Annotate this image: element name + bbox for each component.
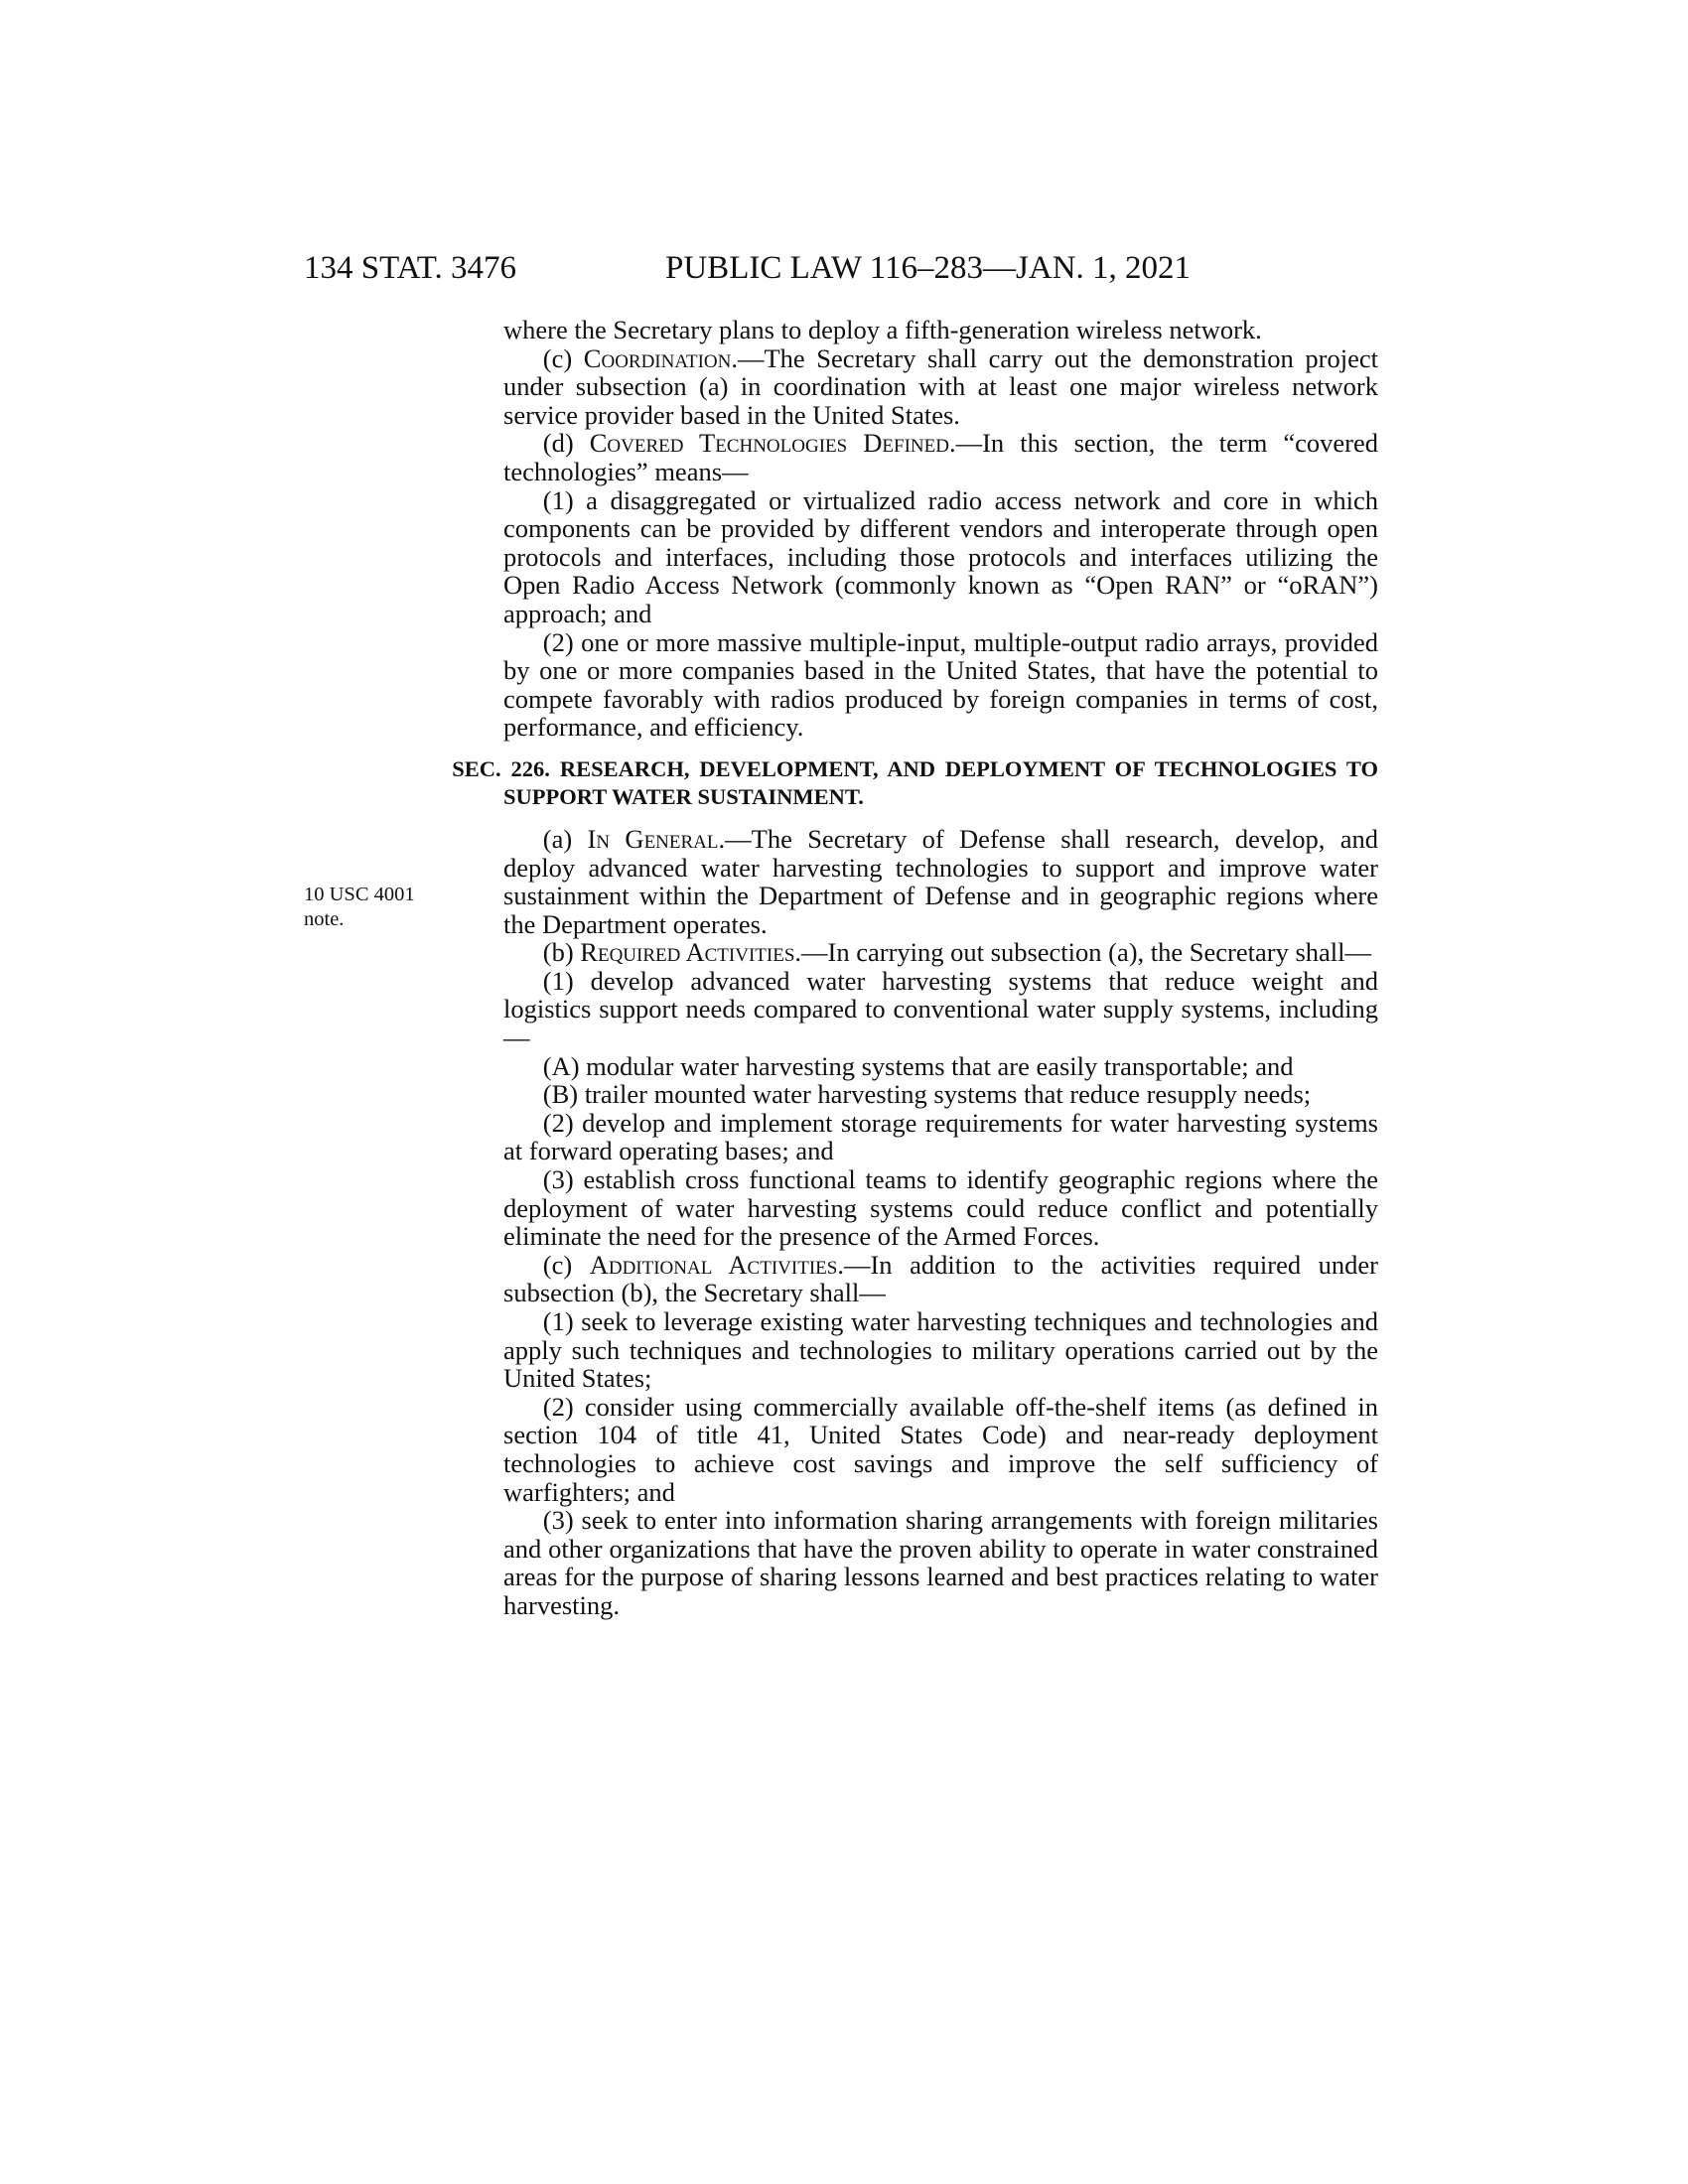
paragraph-b-2: (2) develop and implement storage requirements for water harvesting systems at forward operating bases; and bbox=[503, 1107, 1378, 1166]
paragraph-c-3: (3) seek to enter into information sharing arrangements with foreign militaries and other organizations that have the proven ability to operate in water constrained areas for the purpose of sharing lessons learned and best practices relating to water harvesting. bbox=[503, 1505, 1378, 1620]
paragraph-c-2: (2) consider using commercially available off-the-shelf items (as defined in section 104 of title 41, United States Code) and near-ready deployment technologies to achieve cost savings and improve the self sufficiency of warfighters; and bbox=[503, 1391, 1378, 1507]
paragraph-b-1: (1) develop advanced water harvesting systems that reduce weight and logistics support needs compared to conventional water supply systems, including— bbox=[503, 965, 1378, 1053]
subparagraph-b-1-B: (B) trailer mounted water harvesting systems that reduce resupply needs; bbox=[542, 1079, 1312, 1110]
subsection-text: .—In carrying out subsection (a), the Secretary shall— bbox=[794, 937, 1372, 968]
subsection-d-definitions: (d) Covered Technologies Defined.—In this section, the term “covered technologies” means— bbox=[503, 428, 1378, 486]
subsection-heading: Covered Technologies Defined bbox=[589, 428, 949, 459]
margin-note-suffix: note. bbox=[304, 908, 345, 930]
subsection-text: .—The Secretary of Defense shall research, develop, and deploy advanced water harvesting technologies to support and improve water sustainment within the Department of Defense and in geographic regions where the Department operates. bbox=[503, 823, 1378, 939]
body-text bbox=[452, 315, 1378, 1620]
subsection-heading: Additional Activities bbox=[589, 1249, 838, 1280]
subparagraph-b-1-A: (A) modular water harvesting systems that are easily transportable; and bbox=[542, 1050, 1294, 1081]
statute-page-number: 134 STAT. 3476 bbox=[304, 250, 517, 286]
paragraph-d-1: (1) a disaggregated or virtualized radio access network and core in which components can be provided by different vendors and interoperate through open protocols and interfaces, including those protocols and interfaces utilizing the Open Radio Access Network (commonly known as “Open RAN” or “oRAN”) approach; and bbox=[503, 484, 1378, 628]
subsection-text: .—The Secretary shall carry out the demonstration project under subsection (a) in coordination with at least one major wireless network service provider based in the United States. bbox=[503, 342, 1378, 430]
subsection-a-in-general: (a) In General.—The Secretary of Defense shall research, develop, and deploy advanced water harvesting technologies to support and improve water sustainment within the Department of Defense and in geographic regions where the Department operates. bbox=[503, 823, 1378, 939]
public-law-title: PUBLIC LAW 116–283—JAN. 1, 2021 bbox=[665, 250, 1192, 286]
paragraph-d-2: (2) one or more massive multiple-input, multiple-output radio arrays, provided by one or more companies based in the United States, that have the potential to compete favorably with radios produced by foreign companies in terms of cost, performance, and efficiency. bbox=[503, 626, 1378, 743]
margin-note bbox=[304, 883, 443, 932]
subsection-heading: Coordination bbox=[583, 342, 732, 373]
subsection-c-coordination: (c) Coordination.—The Secretary shall carry out the demonstration project under subsection (a) in coordination with at least one major wireless network service provider based in the United States. bbox=[503, 342, 1378, 430]
continued-paragraph: where the Secretary plans to deploy a fifth-generation wireless network. bbox=[503, 315, 1262, 344]
subsection-text: .—In this section, the term “covered technologies” means— bbox=[503, 428, 1378, 486]
page-header bbox=[304, 246, 1378, 290]
subsection-heading: In General bbox=[587, 823, 719, 854]
paragraph-b-3: (3) establish cross functional teams to identify geographic regions where the deployment of water harvesting systems could reduce conflict and potentially eliminate the need for the presence of the Armed Forces. bbox=[503, 1164, 1378, 1252]
subsection-c-additional-activities: (c) Additional Activities.—In addition to the activities required under subsection (b), the Secretary shall— bbox=[503, 1249, 1378, 1308]
subsection-b-required-activities: (b) Required Activities.—In carrying out subsection (a), the Secretary shall— bbox=[542, 937, 1372, 968]
margin-note-citation: 10 USC 4001 bbox=[304, 884, 415, 905]
section-heading: SEC. 226. RESEARCH, DEVELOPMENT, AND DEPLOYMENT OF TECHNOLOGIES TO SUPPORT WATER SUSTAINMENT. bbox=[452, 755, 1378, 809]
paragraph-c-1: (1) seek to leverage existing water harvesting techniques and technologies and apply such techniques and technologies to military operations carried out by the United States; bbox=[503, 1306, 1378, 1394]
subsection-text: .—In addition to the activities required under subsection (b), the Secretary shall— bbox=[503, 1249, 1378, 1308]
subsection-heading: Required Activities bbox=[580, 937, 795, 968]
